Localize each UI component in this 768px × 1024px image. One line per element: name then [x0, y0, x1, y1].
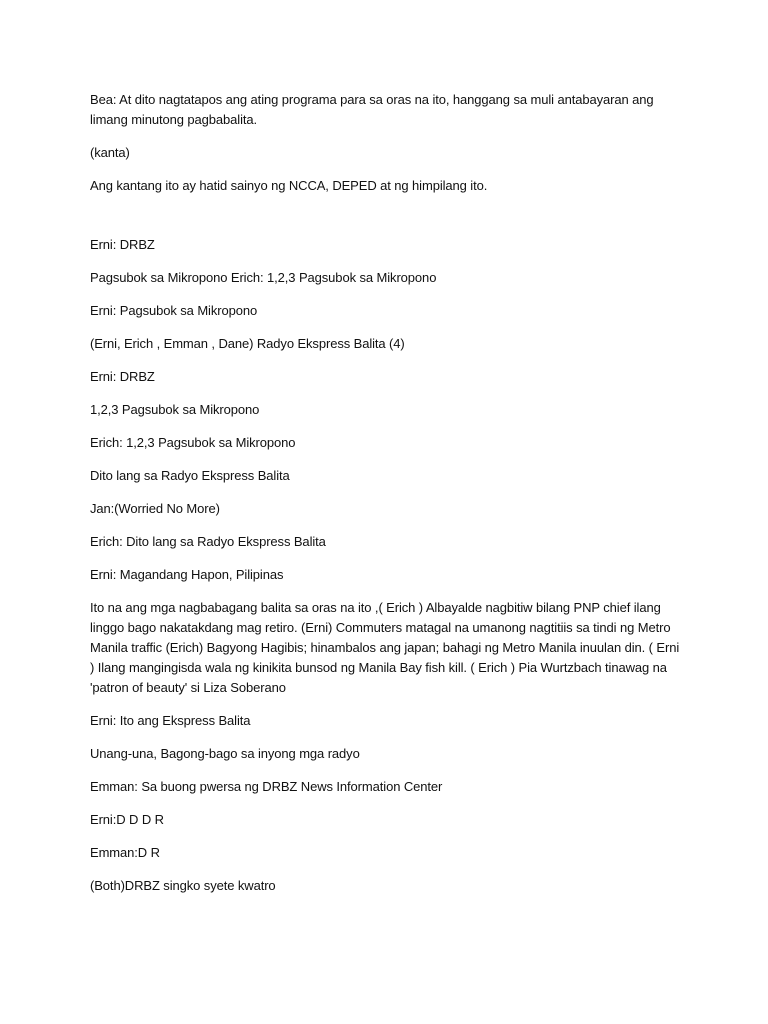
- paragraph-erni-drbz: Erni: DRBZ: [90, 237, 155, 252]
- paragraph-unang-una: Unang-una, Bagong-bago sa inyong mga radyo: [90, 746, 360, 761]
- paragraph-erich-dito-lang: Erich: Dito lang sa Radyo Ekspress Balita: [90, 534, 326, 549]
- paragraph-bea-closing: Bea: At dito nagtatapos ang ating programa para sa oras na ito, hanggang sa muli antabayaran ang limang minutong pagbabalita.: [90, 92, 654, 127]
- document-page: [90, 90, 685, 909]
- paragraph-group-line: (Erni, Erich , Emman , Dane) Radyo Ekspress Balita (4): [90, 336, 405, 351]
- paragraph-erni-drbz-2: Erni: DRBZ: [90, 369, 155, 384]
- blank-line: [90, 209, 685, 235]
- paragraph-mic-test: Pagsubok sa Mikropono Erich: 1,2,3 Pagsubok sa Mikropono: [90, 270, 437, 285]
- paragraph-mic-count: 1,2,3 Pagsubok sa Mikropono: [90, 402, 260, 417]
- paragraph-erni-mic-test: Erni: Pagsubok sa Mikropono: [90, 303, 258, 318]
- paragraph-erni-greeting: Erni: Magandang Hapon, Pilipinas: [90, 567, 284, 582]
- paragraph-dito-lang: Dito lang sa Radyo Ekspress Balita: [90, 468, 290, 483]
- paragraph-song-credit: Ang kantang ito ay hatid sainyo ng NCCA, DEPED at ng himpilang ito.: [90, 178, 488, 193]
- paragraph-erich-mic-count: Erich: 1,2,3 Pagsubok sa Mikropono: [90, 435, 296, 450]
- paragraph-erni-dddr: Erni:D D D R: [90, 812, 164, 827]
- paragraph-erni-ekspress: Erni: Ito ang Ekspress Balita: [90, 713, 251, 728]
- paragraph-both-drbz: (Both)DRBZ singko syete kwatro: [90, 878, 276, 893]
- paragraph-kanta: (kanta): [90, 145, 130, 160]
- paragraph-emman-dr: Emman:D R: [90, 845, 160, 860]
- paragraph-headlines: Ito na ang mga nagbabagang balita sa oras na ito ,( Erich ) Albayalde nagbitiw bilang PNP chief ilang linggo bago nakatakdang mag retiro. (Erni) Commuters matagal na umanong nagtitiis sa tindi ng Metro Manila traffic (Erich) Bagyong Hagibis; hinambalos ang japan; bahagi ng Metro Manila inuulan din. ( Erni ) Ilang mangingisda wala ng kinikita bunsod ng Manila Bay fish kill. ( Erich ) Pia Wurtzbach tinawag na 'patron of beauty' si Liza Soberano: [90, 600, 680, 695]
- paragraph-emman-news: Emman: Sa buong pwersa ng DRBZ News Information Center: [90, 779, 443, 794]
- paragraph-jan: Jan:(Worried No More): [90, 501, 220, 516]
